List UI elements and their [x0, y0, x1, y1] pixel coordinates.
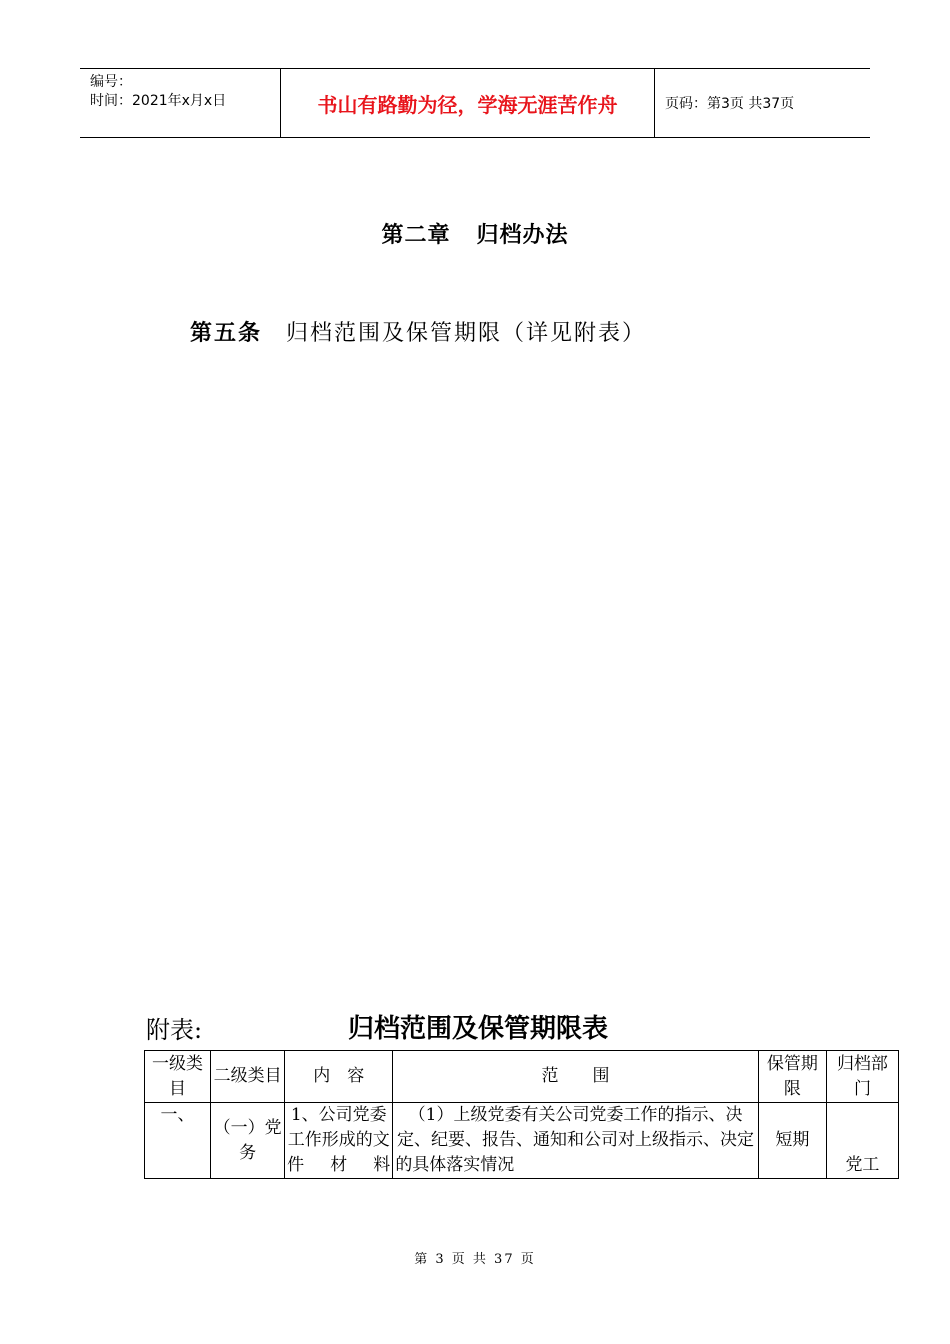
table-row [145, 1103, 899, 1179]
retention-table [144, 1050, 899, 1179]
time-text: 时间：2021年x月x日 [90, 93, 227, 109]
header-page-number: 页码：第3页 共37页 [665, 96, 795, 112]
cell-period: 短期 [758, 1103, 826, 1179]
chapter-title: 归档办法 [476, 223, 569, 248]
chapter-number: 第二章 [381, 223, 451, 248]
number-label: 编号： [90, 74, 132, 90]
article-text: 归档范围及保管期限（详见附表） [286, 321, 647, 346]
document-header [80, 68, 870, 138]
appendix-label: 附表: [146, 1016, 203, 1044]
col-header-level2: 二级类目 [211, 1051, 285, 1103]
page-footer: 第 3 页 共 37 页 [414, 1252, 536, 1267]
article-number: 第五条 [190, 321, 263, 346]
cell-content: 1、公司党委工作形成的文件材料 [285, 1103, 393, 1179]
col-header-period: 保管期限 [758, 1051, 826, 1103]
col-header-content: 内 容 [285, 1051, 393, 1103]
article-line [190, 316, 646, 347]
header-meta [80, 69, 281, 137]
appendix-title: 归档范围及保管期限表 [348, 1014, 609, 1044]
cell-level2: （一）党务 [211, 1103, 285, 1179]
col-header-range: 范 围 [393, 1051, 758, 1103]
cell-range: （1）上级党委有关公司党委工作的指示、决定、纪要、报告、通知和公司对上级指示、决定的具体落实情况 [393, 1103, 758, 1179]
col-header-dept: 归档部门 [826, 1051, 898, 1103]
chapter-heading [0, 218, 950, 249]
cell-dept: 党工 [826, 1103, 898, 1179]
table-header-row [145, 1051, 899, 1103]
header-motto: 书山有路勤为径，学海无涯苦作舟 [281, 69, 655, 137]
col-header-level1: 一级类目 [145, 1051, 211, 1103]
cell-level1: 一、 [145, 1103, 211, 1179]
